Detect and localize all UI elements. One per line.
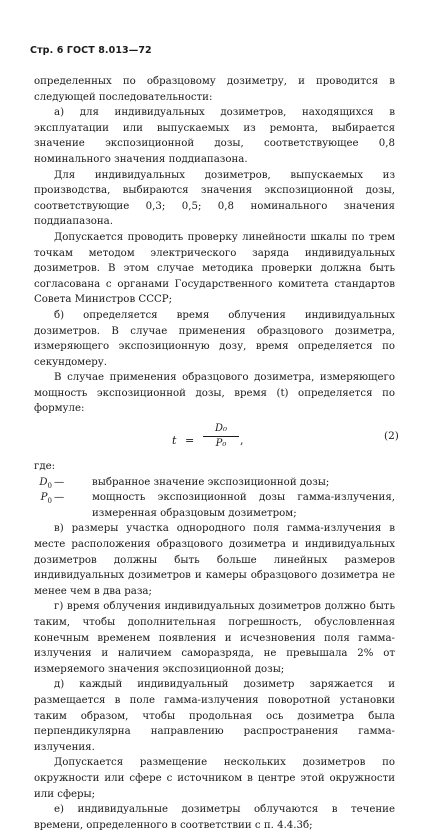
- definition-d0: [34, 475, 395, 491]
- paragraph-dose-rate-case: В случае применения образцового дозиметра, измеряющего мощность экспозиционной дозы, время (t) определяется по формуле:: [34, 372, 395, 415]
- document-body: [34, 74, 399, 833]
- formula-comma: ,: [240, 434, 244, 448]
- formula-denominator: P₀: [215, 438, 227, 450]
- definition-dash: —: [54, 476, 65, 488]
- formula-fraction: [203, 423, 239, 450]
- paragraph-item-a: а) для индивидуальных дозиметров, находящихся в эксплуатации или выпускаемых из ремонта, выбирается значение экспозиционной дозы, соответствующее 0,8 номинального значения поддиапазона.: [34, 107, 395, 165]
- paragraph-item-v: в) размеры участка однородного поля гамма-излучения в месте расположения образцового дозиметра и индивидуальных дозиметров должны быть больше линейных размеров индивидуальных дозиметров и камеры образцового дозиметра не менее чем в два раза;: [34, 523, 395, 597]
- formula-lhs: t: [172, 434, 177, 448]
- symbol-letter: D: [39, 476, 48, 488]
- paragraph-linearity-check: Допускается проводить проверку линейности шкалы по трем точкам методом электрического заряда индивидуальных дозиметров. В этом случае методика проверки должна быть согласована с органами Государственного комитета стандартов Совета Министров СССР;: [34, 231, 395, 306]
- paragraph-production-dosimeters: Для индивидуальных дозиметров, выпускаемых из производства, выбираются значения экспозиционной дозы, соответствующие 0,3; 0,5; 0,8 номинального значения поддиапазона.: [34, 169, 395, 228]
- symbol-subscript: 0: [47, 481, 52, 490]
- definition-text: выбранное значение экспозиционной дозы;: [92, 476, 330, 488]
- paragraph-item-d: д) каждый индивидуальный дозиметр заряжается и размещается в поле гамма-излучения поворотной установки таким образом, чтобы продольная ось дозиметра была перпендикулярна направлению распространения гамма-излучения.: [34, 679, 395, 753]
- definition-symbol: [34, 490, 52, 510]
- paragraph-item-g: г) время облучения индивидуальных дозиметров должно быть таким, чтобы дополнительная погрешность, обусловленная конечным временем появления и исчезновения поля гамма-излучения и наличием саморазряда, не превышала 2% от измеряемого значения экспозиционной дозы;: [34, 601, 395, 675]
- page-header: Стр. 6 ГОСТ 8.013—72: [30, 45, 152, 56]
- formula-number: (2): [384, 430, 399, 443]
- paragraph-item-e: е) индивидуальные дозиметры облучаются в течение времени, определенного в соответствии с п. 4.4.3б;: [34, 804, 395, 831]
- paragraph-multiple-dosimeters: Допускается размещение нескольких дозиметров по окружности или сфере с источником в центре этой окружности или сферы;: [34, 757, 395, 800]
- definition-p0: [34, 490, 395, 521]
- symbol-subscript: 0: [47, 497, 52, 506]
- definition-dash: —: [54, 492, 65, 504]
- symbol-letter: P: [40, 492, 48, 504]
- formula-2: [34, 419, 399, 459]
- paragraph-continuation: определенных по образцовому дозиметру, и проводится в следующей последовательности:: [34, 76, 395, 103]
- paragraph-item-b: б) определяется время облучения индивидуальных дозиметров. В случае применения образцового дозиметра, измеряющего экспозиционную дозу, время определяется по секундомеру.: [34, 309, 395, 368]
- formula-equals: =: [185, 434, 195, 448]
- where-label: где:: [34, 461, 56, 473]
- formula-numerator: D₀: [203, 423, 239, 437]
- definition-text: мощность экспозиционной дозы гамма-излучения, измеренная образцовым дозиметром;: [92, 492, 395, 519]
